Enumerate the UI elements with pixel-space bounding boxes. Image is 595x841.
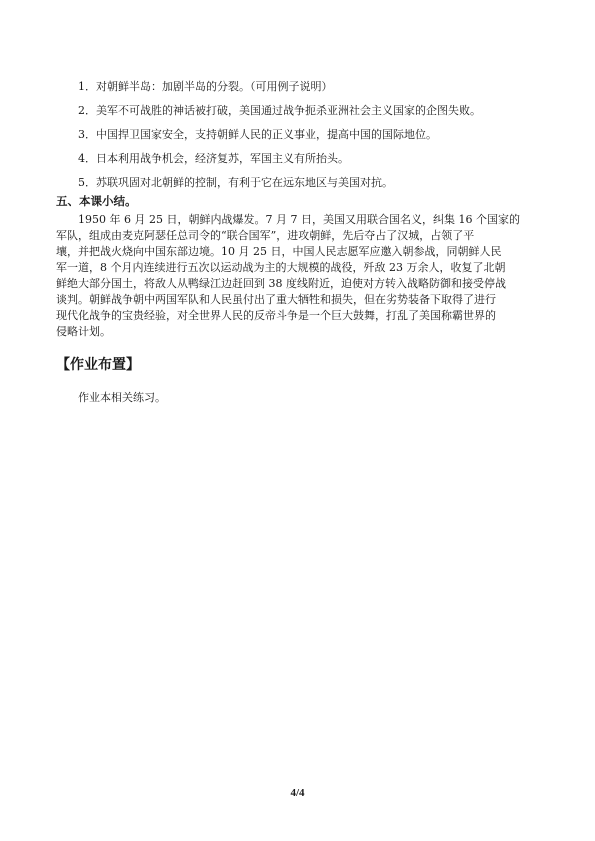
summary-line: 侵略计划。 — [56, 325, 111, 338]
summary-line: 现代化战争的宝贵经验，对全世界人民的反帝斗争是一个巨大鼓舞，打乱了美国称霸世界的 — [56, 309, 496, 322]
section-heading-summary: 五、本课小结。 — [56, 194, 137, 208]
summary-line: 谈判。朝鲜战争朝中两国军队和人民虽付出了重大牺牲和损失，但在劣势装备下取得了进行 — [56, 293, 496, 306]
section-heading-homework: 【作业布置】 — [56, 357, 140, 373]
list-item: 4．日本利用战争机会，经济复苏，军国主义有所抬头。 — [78, 152, 349, 165]
list-item: 1．对朝鲜半岛：加剧半岛的分裂。（可用例子说明） — [78, 80, 333, 93]
list-item: 3．中国捍卫国家安全，支持朝鲜人民的正义事业，提高中国的国际地位。 — [78, 128, 437, 141]
page-number: 4/4 — [290, 787, 305, 799]
summary-line: 军一道，8 个月内连续进行五次以运动战为主的大规模的战役，歼敌 23 万余人，收复了北朝 — [56, 261, 506, 274]
summary-line: 军队，组成由麦克阿瑟任总司令的“联合国军”，进攻朝鲜，先后夺占了汉城，占领了平 — [56, 229, 475, 242]
summary-line: 壤，并把战火烧向中国东部边境。10 月 25 日，中国人民志愿军应邀入朝参战，同朝鲜人民 — [56, 245, 502, 258]
list-item: 2．美军不可战胜的神话被打破，美国通过战争扼杀亚洲社会主义国家的企图失败。 — [78, 104, 481, 117]
summary-line: 1950 年 6 月 25 日，朝鲜内战爆发。7 月 7 日，美国又用联合国名义，纠集 16 个国家的 — [78, 213, 520, 226]
list-item: 5．苏联巩固对北朝鲜的控制，有利于它在远东地区与美国对抗。 — [78, 176, 393, 189]
homework-text: 作业本相关练习。 — [78, 391, 166, 404]
summary-line: 鲜绝大部分国土，将敌人从鸭绿江边赶回到 38 度线附近，迫使对方转入战略防御和接受停战 — [56, 277, 506, 290]
